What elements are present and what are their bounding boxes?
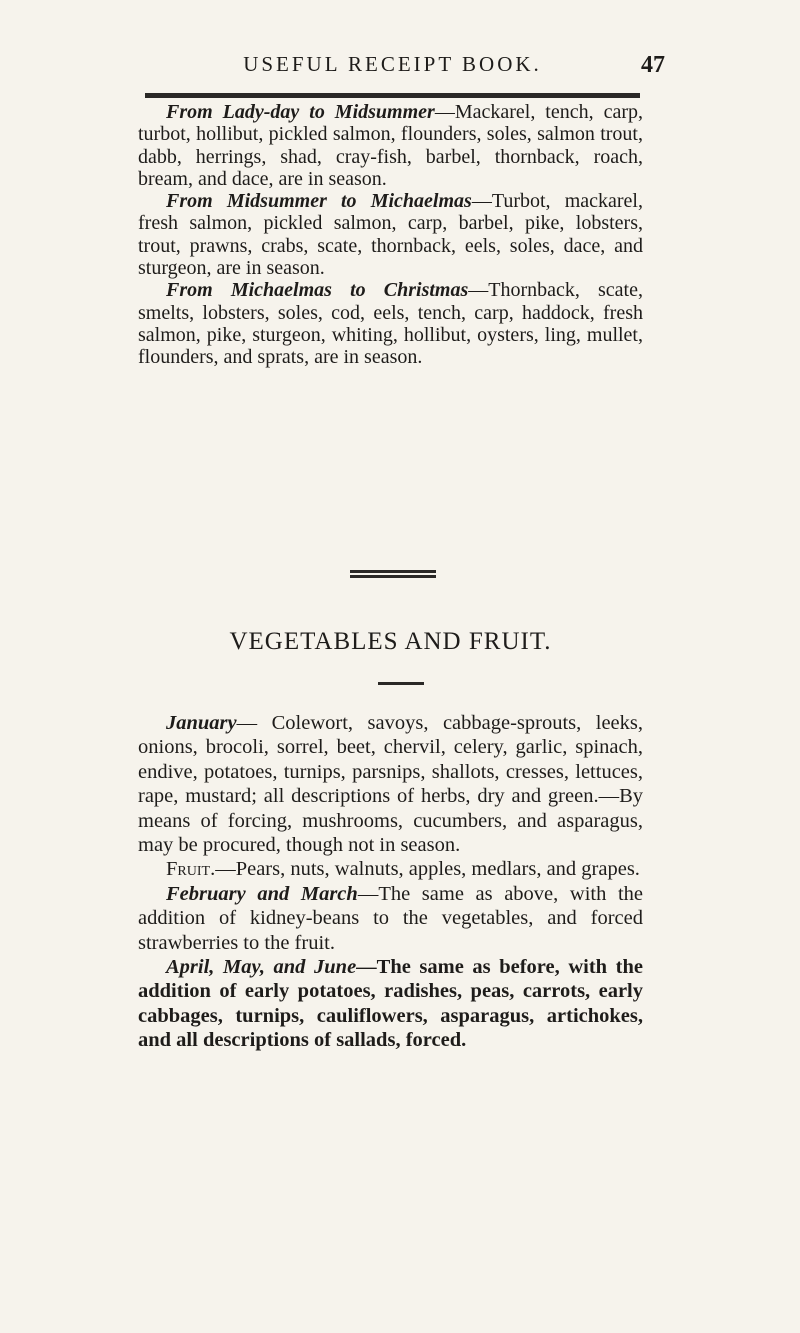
paragraph-michaelmas-to-christmas [138, 279, 643, 368]
paragraph-lead: From Lady-day to Midsummer [166, 101, 435, 123]
fish-seasons-block [138, 101, 643, 369]
section-divider [350, 570, 436, 573]
header-rule [145, 93, 640, 98]
paragraph-lead: January [166, 712, 237, 734]
paragraph-january [138, 711, 643, 857]
paragraph-text: —The same as above, with the addition of kidney-beans to the vegetables, and forced strawberries to the fruit. [138, 882, 643, 954]
paragraph-lead: Fruit [166, 858, 211, 881]
heading-rule [378, 682, 424, 685]
paragraph-text: —Turbot, mackarel, fresh salmon, pickled salmon, carp, barbel, pike, lobsters, trout, prawns, crabs, scate, thornback, eels, soles, dace, and sturgeon, are in season. [138, 190, 643, 280]
running-title: USEFUL RECEIPT BOOK. [243, 52, 542, 76]
paragraph-lead: From Michaelmas to Christmas [166, 279, 469, 302]
section-heading: VEGETABLES AND FRUIT. [229, 628, 552, 655]
paragraph-text: —Mackarel, tench, carp, turbot, hollibut, pickled salmon, flounders, soles, salmon trout, dabb, herrings, shad, cray-fish, barbel, thornback, roach, bream, and dace, are in season. [138, 101, 643, 190]
paragraph-text: — Colewort, savoys, cabbage-sprouts, leeks, onions, brocoli, sorrel, beet, chervil, celery, garlic, spinach, endive, potatoes, turnips, parsnips, shallots, cresses, lettuces, rape, mustard; all descriptions of herbs, dry and green.—By means of forcing, mushrooms, cucumbers, and asparagus, may be procured, though not in season. [138, 712, 643, 857]
paragraph-lead: April, May, and June [166, 956, 357, 979]
paragraph-midsummer-to-michaelmas [138, 190, 643, 279]
paragraph-lead: From Midsummer to Michaelmas [166, 190, 472, 213]
paragraph-text: —Thornback, scate, smelts, lobsters, soles, cod, eels, tench, carp, haddock, fresh salmon, pike, sturgeon, whiting, hollibut, oysters, ling, mullet, flounders, and sprats, are in season. [138, 279, 643, 369]
paragraph-february-and-march [138, 882, 643, 955]
paragraph-lady-day-to-midsummer [138, 101, 643, 190]
page-number: 47 [641, 52, 665, 78]
paragraph-april-may-june [138, 955, 643, 1053]
paragraph-fruit [138, 857, 643, 881]
running-head [120, 52, 665, 86]
paragraph-text: —The same as before, with the addition of early potatoes, radishes, peas, carrots, early cabbages, turnips, cauliflowers, asparagus, artichokes, and all descriptions of sallads, forced. [138, 956, 643, 1052]
vegetables-block [138, 711, 643, 1053]
paragraph-lead: February and March [166, 882, 358, 905]
paragraph-text: .—Pears, nuts, walnuts, apples, medlars, and grapes. [210, 858, 640, 881]
